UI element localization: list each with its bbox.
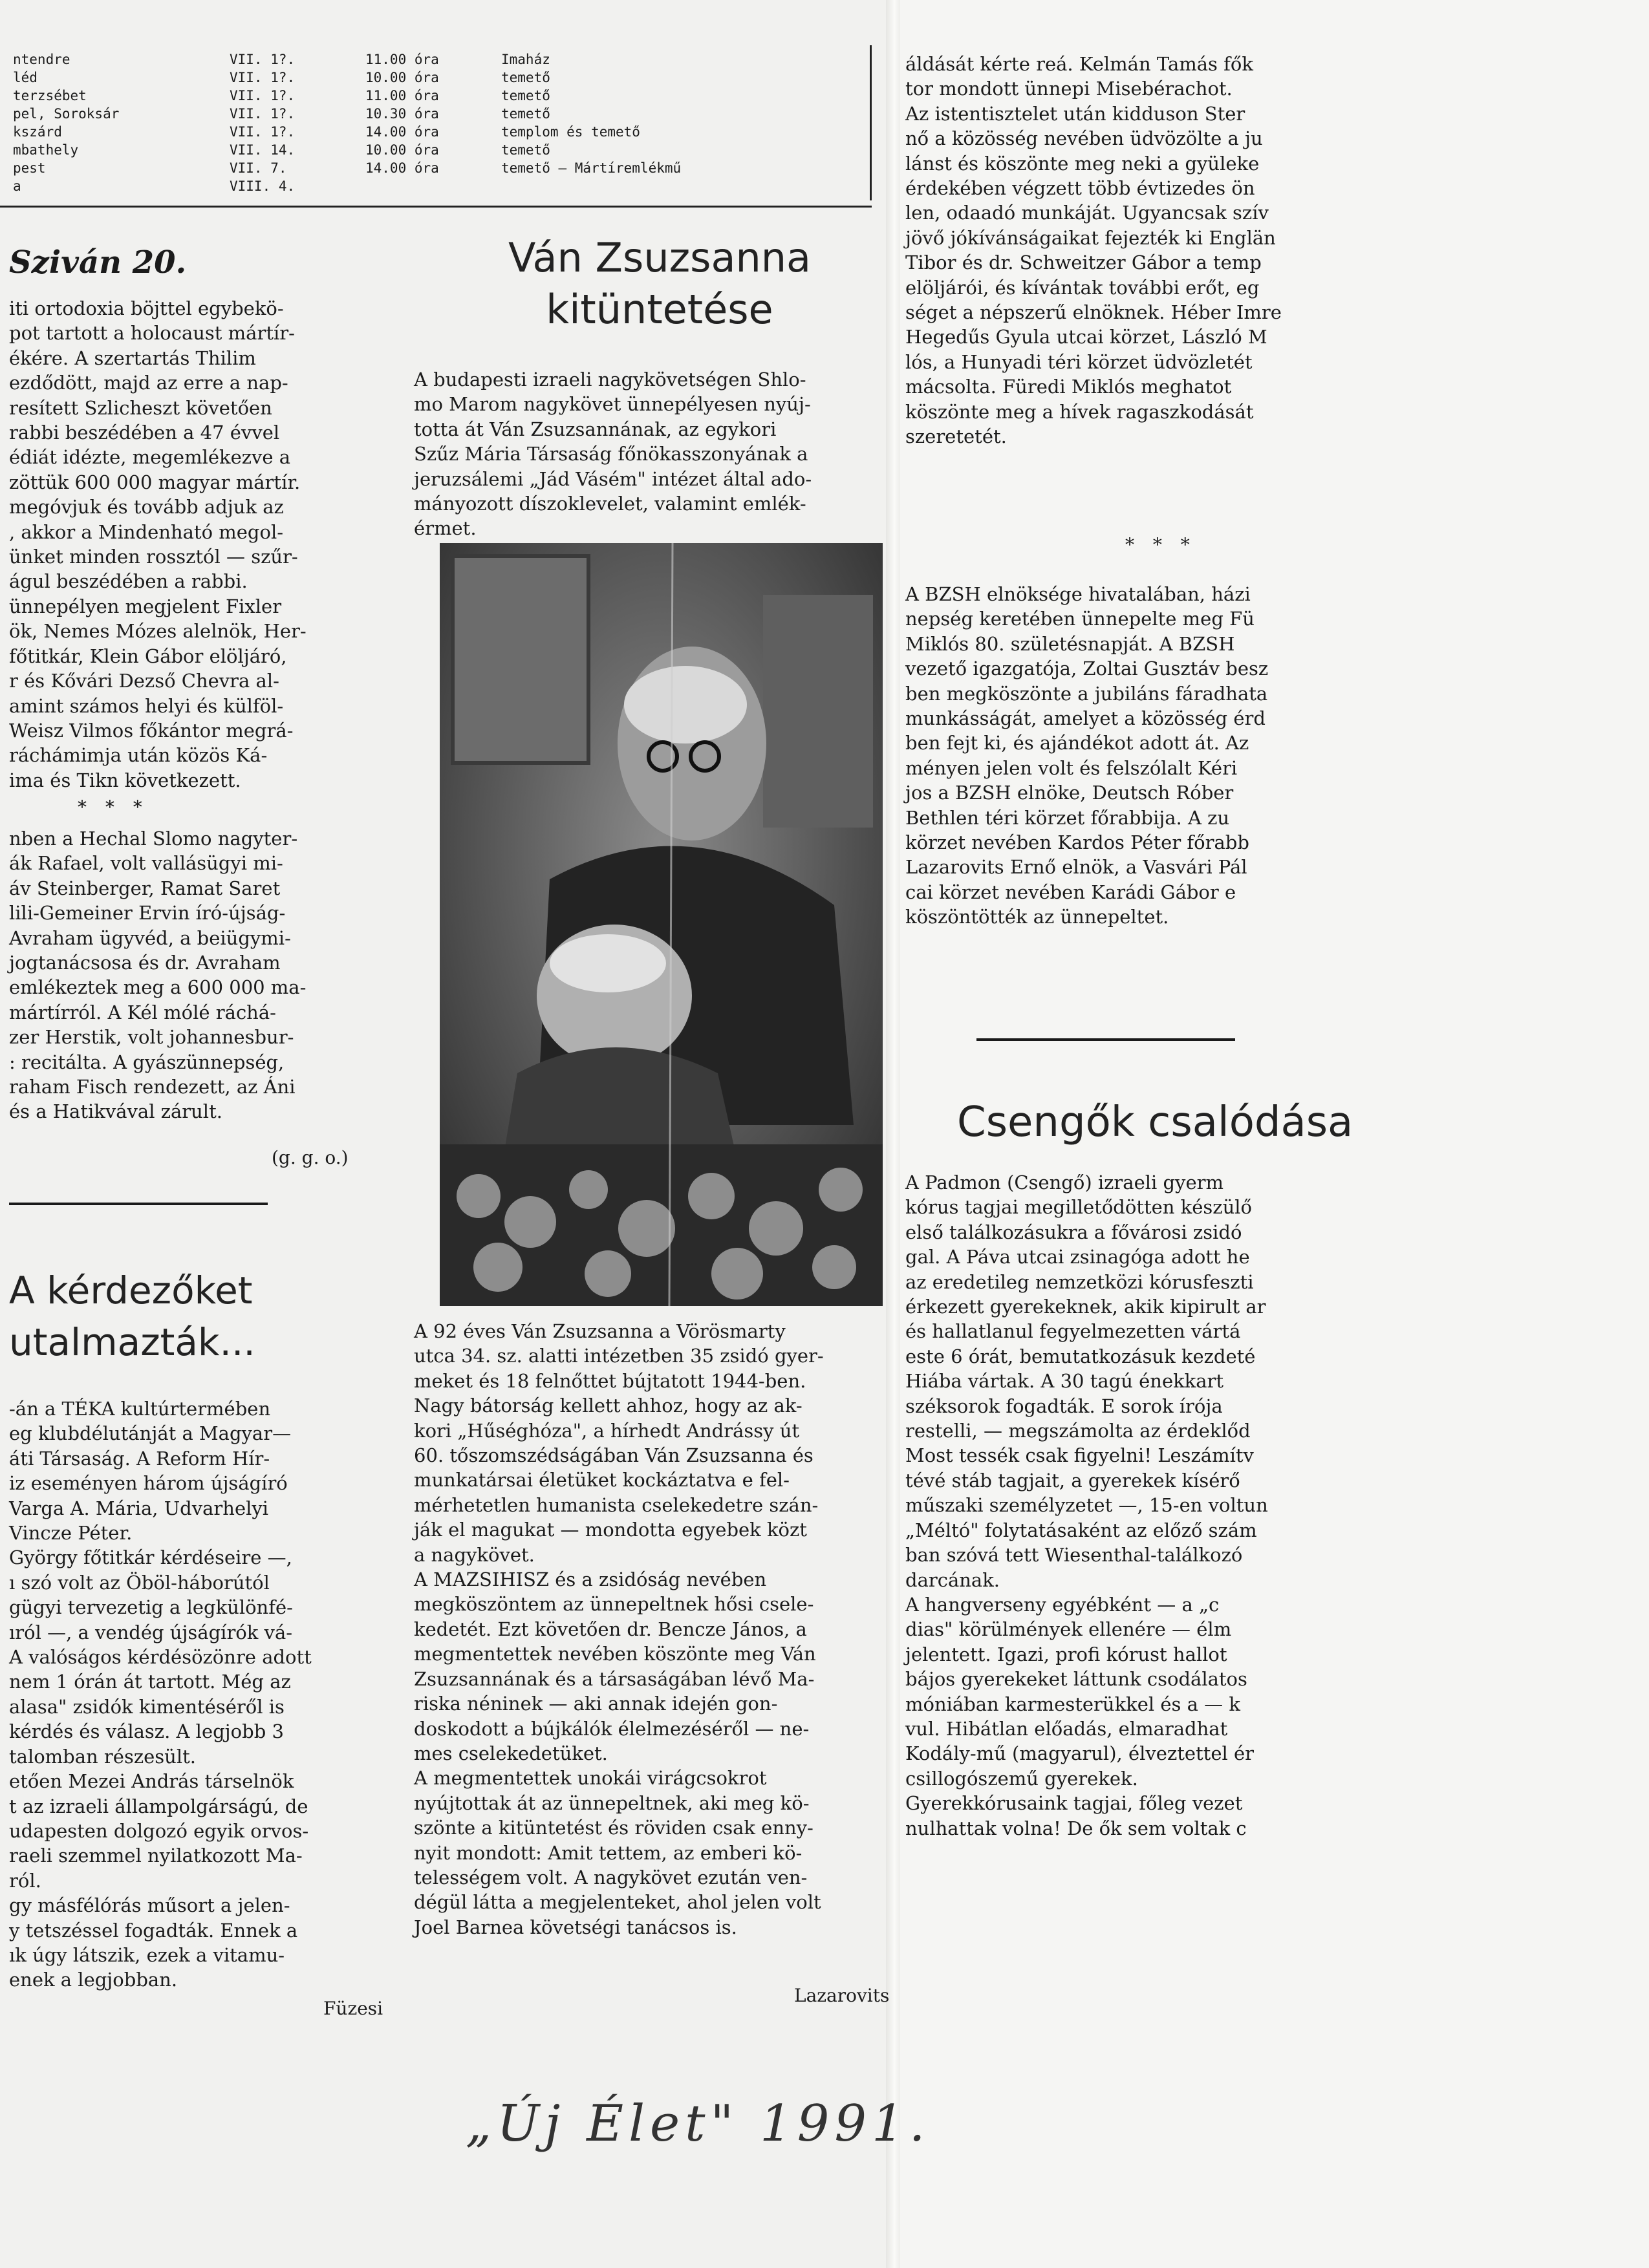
text-line: mérhetetlen humanista cselekedetre szán- [414,1493,819,1516]
schedule-cell-location: temető [501,142,550,158]
text-line: nulhattak volna! De ők sem voltak c [905,1817,1247,1839]
heading-van-zsuzsanna-line1: Ván Zsuzsanna [508,234,812,281]
text-line: jövő jókívánságaikat fejezték ki Englän [905,226,1276,249]
text-line: György főtitkár kérdéseire —, [9,1546,292,1569]
text-line: jeruzsálemi „Jád Vásém" intézet által ado- [414,467,812,490]
text-line: A budapesti izraeli nagykövetségen Shlo- [414,369,806,390]
schedule-frame-right [870,45,872,200]
text-line: Varga A. Mária, Udvarhelyi [9,1497,269,1519]
schedule-cell-time: 10.00 óra [365,70,439,85]
schedule-cell-time: 11.00 óra [365,52,439,67]
text-line: az eredetileg nemzetközi kórusfeszti [905,1270,1254,1293]
text-line: köszöntötték az ünnepeltet. [905,906,1169,928]
text-line: dégül látta a megjelenteket, ahol jelen volt [414,1891,821,1914]
text-line: nben a Hechal Slomo nagyter- [9,828,298,850]
schedule-cell-time: 11.00 óra [365,88,439,103]
text-line: áldását kérte reá. Kelmán Tamás fők [905,53,1253,75]
text-line: enek a legjobban. [9,1969,178,1991]
text-line: szeretetét. [905,425,1007,448]
text-line: a nagykövet. [414,1543,535,1566]
text-line: restelli, — megszámolta az érdeklőd [905,1420,1251,1442]
column-divider-right [976,1038,1235,1041]
text-line: nő a közösség nevében üdvözölte a ju [905,127,1263,150]
text-line: gügyi tervezetig a legkülönfé- [9,1596,293,1619]
schedule-cell-date: VII. 7. [230,160,287,176]
text-line: szönte a kitüntetést és röviden csak enny- [414,1817,814,1839]
text-line: iz eseményen három újságíró [9,1472,288,1495]
text-line: mácsolta. Füredi Miklós meghatot [905,376,1232,398]
heading-sivan: Sziván 20. [9,244,187,281]
text-line: emlékeztek meg a 600 000 ma- [9,976,307,999]
text-line: ünket minden rossztól — szűr- [9,546,298,568]
text-line: Miklós 80. születésnapját. A BZSH [905,632,1235,655]
text-line: ják el magukat — mondotta egyebek közt [414,1519,807,1541]
text-line: körzet nevében Kardos Péter főrabb [905,831,1249,854]
text-line: széksorok fogadták. E sorok írója [905,1395,1223,1417]
text-line: Joel Barnea követségi tanácsos is. [414,1916,737,1938]
text-line: raham Fisch rendezett, az Áni [9,1076,296,1098]
article-van-body [414,1319,879,1940]
schedule-cell-place: mbathely [13,142,79,158]
text-line: „Méltó" folytatásaként az előző szám [905,1519,1257,1541]
text-line: édiát idézte, megemlékezve a [9,446,291,469]
text-line: este 6 órát, bemutatkozásuk kezdeté [905,1345,1256,1367]
column-divider [9,1203,268,1205]
text-line: r és Kővári Dezső Chevra al- [9,670,279,692]
text-line: doskodott a bújkálók élelmezéséről — ne- [414,1717,810,1740]
page-fold [886,0,900,2268]
schedule-table [13,52,867,200]
text-line: séget a népszerű elnöknek. Héber Imre [905,301,1282,324]
article-signature: (g. g. o.) [272,1147,349,1168]
text-line: A Padmon (Csengő) izraeli gyerm [905,1171,1223,1193]
schedule-cell-date: VII. 1?. [230,52,296,67]
heading-kerdezoket-line2: utalmazták... [9,1320,255,1364]
text-line: nepség keretében ünnepelte meg Fü [905,608,1255,630]
text-line: elöljárói, és kívántak további erőt, eg [905,276,1260,299]
text-line: Kodály-mű (magyarul), élveztettel ér [905,1742,1255,1765]
text-line: darcának. [905,1568,1000,1591]
text-line: Gyerekkórusaink tagjai, főleg vezet [905,1792,1243,1815]
text-line: Hiába vártak. A 30 tagú énekkart [905,1370,1224,1393]
text-line: A 92 éves Ván Zsuzsanna a Vörösmarty [414,1320,786,1342]
text-line: pot tartott a holocaust mártír- [9,322,295,345]
article-signature-fuzesi: Füzesi [323,1998,383,2019]
text-line: ményen jelen volt és felszólalt Kéri [905,756,1238,779]
text-line: ök, Nemes Mózes alelnök, Her- [9,620,307,643]
heading-van-zsuzsanna-line2: kitüntetése [546,286,773,333]
text-line: riska néninek — aki annak idején gon- [414,1693,778,1715]
text-line: ben fejt ki, és ajándékot adott át. Az [905,732,1249,754]
schedule-cell-time: 14.00 óra [365,160,439,176]
schedule-cell-place: pel, Soroksár [13,106,120,122]
text-line: ima és Tikn következett. [9,769,241,791]
text-line: műszaki személyzetet —, 15-en voltun [905,1494,1268,1517]
text-line: lós, a Hunyadi téri körzet üdvözletét [905,350,1253,373]
text-line: resített Szlicheszt követően [9,396,272,419]
text-line: ékére. A szertartás Thilim [9,347,256,369]
text-line: gal. A Páva utcai zsinagóga adott he [905,1246,1250,1268]
section-separator: * * * [78,797,149,818]
article-bzsh [905,582,1643,930]
schedule-cell-place: léd [13,70,38,85]
handwritten-source-note: „Új Élet" 1991. [466,2095,931,2153]
text-line: mo Marom nagykövet ünnepélyesen nyúj- [414,393,811,416]
text-line: ák Rafael, volt vallásügyi mi- [9,852,283,875]
text-line: -án a TÉKA kultúrtermében [9,1398,271,1420]
text-line: utca 34. sz. alatti intézetben 35 zsidó gyer- [414,1345,824,1367]
photo-van-zsuzsanna [440,543,883,1306]
text-line: áv Steinberger, Ramat Saret [9,877,281,899]
schedule-cell-location: temető — Mártíremlékmű [501,160,682,176]
text-line: megóvjuk és tovább adjuk az [9,496,284,519]
schedule-frame-bottom [0,206,872,208]
text-line: telességem volt. A nagykövet ezután ven- [414,1866,808,1888]
text-line: csillogószemű gyerekek. [905,1767,1138,1790]
schedule-cell-date: VII. 1?. [230,124,296,140]
schedule-cell-location: temető [501,106,550,122]
text-line: ık úgy látszik, ezek a vitamu- [9,1943,285,1966]
text-line: Vincze Péter. [9,1522,133,1545]
text-line: tévé stáb tagjait, a gyerekek kísérő [905,1469,1240,1492]
text-line: kori „Hűséghóza", a hírhedt Andrássy út [414,1419,800,1442]
text-line: nyújtottak át az ünnepeltnek, aki meg kö- [414,1792,810,1814]
text-line: A megmentettek unokái virágcsokrot [414,1767,767,1790]
text-line: megköszöntem az ünnepeltnek hősi csele- [414,1593,814,1616]
text-line: jelentett. Igazi, profi kórust hallot [905,1643,1227,1665]
text-line: talomban részesült. [9,1745,196,1768]
text-line: gy másfélórás műsort a jelen- [9,1894,290,1917]
text-line: lánst és köszönte meg neki a gyüleke [905,152,1260,175]
text-line: Zsuzsannának és a társaságában lévő Ma- [414,1667,815,1690]
schedule-cell-date: VIII. 4. [230,178,296,194]
text-line: ünnepélyen megjelent Fixler [9,595,282,617]
schedule-cell-date: VII. 14. [230,142,296,158]
text-line: Weisz Vilmos főkántor megrá- [9,719,294,742]
text-line: alasa" zsidók kimentéséről is [9,1695,285,1718]
text-line: Tibor és dr. Schweitzer Gábor a temp [905,251,1262,274]
text-line: nem 1 órán át tartott. Még az [9,1671,291,1693]
heading-kerdezoket-line1: A kérdezőket [9,1268,253,1312]
text-line: A valóságos kérdésözönre adott [9,1646,312,1669]
text-line: : recitálta. A gyászünnepség, [9,1051,285,1073]
text-line: y tetszéssel fogadták. Ennek a [9,1919,298,1942]
text-line: 60. tőszomszédságában Ván Zsuzsanna és [414,1444,814,1467]
text-line: dias" körülmények ellenére — élm [905,1618,1232,1641]
text-line: cai körzet nevében Karádi Gábor e [905,881,1236,903]
text-line: érkezett gyerekeknek, akik kipirult ar [905,1296,1266,1318]
text-line: Az istentisztelet után kidduson Ster [905,102,1245,125]
text-line: ezdődött, majd az erre a nap- [9,372,288,394]
article-right-part1 [905,52,1643,449]
photo-image [440,543,883,1306]
text-line: és hallatlanul fegyelmezetten vártá [905,1320,1241,1343]
text-line: t az izraeli állampolgárságú, de [9,1795,308,1817]
text-line: kedetét. Ezt követően dr. Bencze János, a [414,1618,807,1640]
schedule-cell-time: 14.00 óra [365,124,439,140]
text-line: águl beszédében a rabbi. [9,570,248,593]
text-line: bájos gyerekeket láttunk csodálatos [905,1668,1247,1691]
text-line: etően Mezei András társelnök [9,1770,294,1793]
text-line: zöttük 600 000 magyar mártír. [9,471,301,493]
text-line: iti ortodoxia böjttel egybekö- [9,297,284,319]
schedule-cell-location: templom és temető [501,124,640,140]
text-line: lili-Gemeiner Ervin író-újság- [9,902,286,925]
schedule-cell-date: VII. 1?. [230,88,296,103]
text-line: kórus tagjai megilletődötten készülő [905,1196,1252,1219]
text-line: Avraham ügyvéd, a beiügymi- [9,926,291,949]
schedule-cell-place: a [13,178,21,194]
schedule-cell-location: temető [501,70,550,85]
article-sivan-part1 [9,296,371,793]
text-line: ban szóvá tett Wiesenthal-találkozó [905,1544,1243,1567]
text-line: ben megköszönte a jubiláns fáradhata [905,682,1268,705]
schedule-cell-time: 10.30 óra [365,106,439,122]
text-line: főtitkár, Klein Gábor elöljáró, [9,645,287,667]
schedule-cell-place: ntendre [13,52,70,67]
article-van-intro [414,367,879,541]
text-line: zer Herstik, volt johannesbur- [9,1026,294,1049]
text-line: köszönte meg a hívek ragaszkodását [905,400,1254,423]
text-line: jogtanácsosa és dr. Avraham [9,952,281,974]
text-line: len, odaadó munkáját. Ugyancsak szív [905,202,1269,224]
text-line: Bethlen téri körzet főrabbija. A zu [905,806,1230,829]
text-line: A hangverseny egyébként — a „c [905,1593,1220,1616]
section-separator-right: * * * [1125,534,1196,555]
article-sivan-part2 [9,826,371,1124]
text-line: meket és 18 felnőttet bújtatott 1944-ben. [414,1369,806,1392]
text-line: nyit mondott: Amit tettem, az emberi kö- [414,1841,803,1864]
text-line: Nagy bátorság kellett ahhoz, hogy az ak- [414,1395,803,1417]
text-line: megmentettek nevében köszönte meg Ván [414,1643,816,1665]
heading-csengok-csalodasa: Csengők csalódása [957,1098,1353,1146]
text-line: és a Hatikvával zárult. [9,1100,222,1123]
text-line: totta át Ván Zsuzsannának, az egykori [414,418,777,440]
article-csengok [905,1170,1643,1841]
text-line: mányozott díszoklevelet, valamint emlék- [414,493,806,515]
schedule-cell-place: terzsébet [13,88,87,103]
schedule-cell-place: pest [13,160,46,176]
text-line: vul. Hibátlan előadás, elmaradhat [905,1717,1228,1740]
text-line: móniában karmesterükkel és a — k [905,1693,1240,1715]
text-line: tor mondott ünnepi Misebérachot. [905,78,1233,100]
text-line: áti Társaság. A Reform Hír- [9,1447,270,1470]
text-line: A MAZSIHISZ és a zsidóság nevében [414,1568,767,1591]
text-line: kérdés és válasz. A legjobb 3 [9,1720,284,1743]
text-line: mártírról. A Kél mólé ráchá- [9,1001,276,1023]
text-line: udapesten dolgozó egyik orvos- [9,1819,309,1842]
text-line: érmet. [414,517,477,540]
text-line: érdekében végzett több évtizedes ön [905,177,1255,200]
text-line: jos a BZSH elnöke, Deutsch Róber [905,782,1234,804]
schedule-cell-time: 10.00 óra [365,142,439,158]
text-line: ráchámimja után közös Ká- [9,744,268,767]
text-line: , akkor a Mindenható megol- [9,520,284,543]
text-line: eg klubdélutánját a Magyar— [9,1422,292,1445]
text-line: raeli szemmel nyilatkozott Ma- [9,1845,303,1867]
schedule-cell-location: Imaház [501,52,550,67]
article-kerdezoket [9,1396,371,1993]
text-line: rabbi beszédében a 47 évvel [9,422,280,444]
text-line: első találkozásukra a fővárosi zsidó [905,1221,1242,1243]
text-line: vezető igazgatója, Zoltai Gusztáv besz [905,658,1269,680]
text-line: ról. [9,1869,41,1892]
text-line: ı szó volt az Öböl-háborútól [9,1571,270,1594]
text-line: mes cselekedetüket. [414,1742,608,1764]
text-line: Lazarovits Ernő elnök, a Vasvári Pál [905,856,1247,879]
schedule-cell-place: kszárd [13,124,62,140]
schedule-cell-date: VII. 1?. [230,70,296,85]
text-line: Hegedűs Gyula utcai körzet, László M [905,326,1267,348]
schedule-cell-location: temető [501,88,550,103]
text-line: Most tessék csak figyelni! Leszámítv [905,1444,1254,1467]
text-line: A BZSH elnöksége hivatalában, házi [905,583,1251,605]
schedule-cell-date: VII. 1?. [230,106,296,122]
text-line: Szűz Mária Társaság főnökasszonyának a [414,443,808,465]
text-line: amint számos helyi és külföl- [9,694,284,717]
text-line: ıról —, a vendég újságírók vá- [9,1621,293,1643]
article-signature-lazarovits: Lazarovits [794,1985,890,2006]
text-line: munkatársai életüket kockáztatva e fel- [414,1469,790,1492]
text-line: munkásságát, amelyet a közösség érd [905,707,1266,730]
